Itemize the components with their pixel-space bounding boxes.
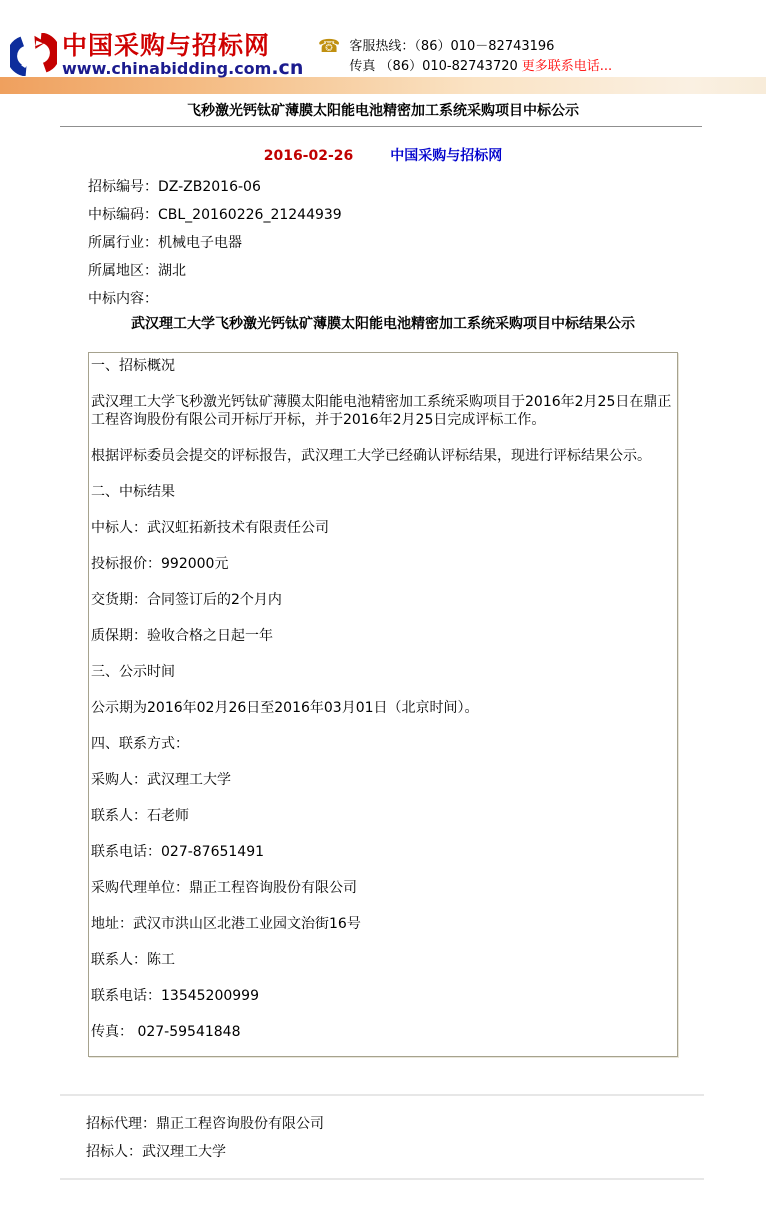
site-url-cn: .cn bbox=[271, 57, 304, 79]
box-paragraph: 四、联系方式： bbox=[91, 736, 189, 752]
box-paragraph: 采购代理单位：鼎正工程咨询股份有限公司 bbox=[91, 880, 357, 896]
source-link[interactable]: 中国采购与招标网 bbox=[390, 148, 503, 164]
meta-row-award-code bbox=[88, 201, 766, 229]
meta-label: 所属行业： bbox=[88, 235, 158, 251]
box-paragraph: 一、招标概况 bbox=[91, 358, 175, 374]
meta-label: 中标编码： bbox=[88, 207, 158, 223]
footer-row-agent bbox=[86, 1110, 766, 1138]
meta-row-content bbox=[88, 285, 766, 313]
box-paragraph: 公示期为2016年02月26日至2016年03月01日（北京时间）。 bbox=[91, 700, 479, 716]
box-paragraph: 联系电话：13545200999 bbox=[91, 988, 259, 1004]
box-paragraph: 二、中标结果 bbox=[91, 484, 175, 500]
box-paragraph: 根据评标委员会提交的评标报告，武汉理工大学已经确认评标结果，现进行评标结果公示。 bbox=[91, 448, 651, 464]
meta-value: DZ-ZB2016-06 bbox=[158, 179, 261, 195]
footer-divider-bottom bbox=[60, 1178, 704, 1180]
fax-line bbox=[349, 57, 612, 77]
meta-fields bbox=[88, 173, 766, 313]
result-title: 武汉理工大学飞秒激光钙钛矿薄膜太阳能电池精密加工系统采购项目中标结果公示 bbox=[131, 316, 635, 332]
box-paragraph: 联系人：石老师 bbox=[91, 808, 189, 824]
box-paragraph: 采购人：武汉理工大学 bbox=[91, 772, 231, 788]
logo-text bbox=[62, 33, 303, 78]
meta-label: 所属地区： bbox=[88, 263, 158, 279]
site-logo[interactable] bbox=[10, 33, 310, 78]
contact-block bbox=[318, 37, 612, 77]
meta-value: CBL_20160226_21244939 bbox=[158, 207, 342, 223]
site-name: 中国采购与招标网 bbox=[62, 31, 271, 60]
meta-value: 湖北 bbox=[158, 263, 186, 279]
hotline-text: 客服热线：（86）010－82743196 bbox=[349, 39, 555, 54]
footer-label: 招标人： bbox=[86, 1144, 142, 1160]
box-paragraph: 联系电话：027-87651491 bbox=[91, 844, 265, 860]
meta-row-industry bbox=[88, 229, 766, 257]
box-paragraph: 三、公示时间 bbox=[91, 664, 175, 680]
footer-divider-top bbox=[60, 1094, 704, 1096]
site-url: www.chinabidding.com.cn bbox=[62, 57, 304, 79]
meta-row-region bbox=[88, 257, 766, 285]
box-paragraph: 联系人：陈工 bbox=[91, 952, 175, 968]
publish-date: 2016-02-26 bbox=[263, 148, 354, 164]
box-paragraph: 投标报价：992000元 bbox=[91, 556, 229, 572]
box-paragraph: 交货期：合同签订后的2个月内 bbox=[91, 592, 282, 608]
box-paragraph: 中标人：武汉虹拓新技术有限责任公司 bbox=[91, 520, 329, 536]
meta-row-tender-no bbox=[88, 173, 766, 201]
footer-label: 招标代理： bbox=[86, 1116, 156, 1132]
meta-label: 招标编号： bbox=[88, 179, 158, 195]
footer-fields bbox=[86, 1110, 766, 1166]
page-title: 飞秒激光钙钛矿薄膜太阳能电池精密加工系统采购项目中标公示 bbox=[187, 103, 579, 119]
announcement-box bbox=[88, 352, 678, 1057]
site-header bbox=[0, 0, 766, 77]
box-paragraph: 质保期：验收合格之日起一年 bbox=[91, 628, 273, 644]
fax-text: 传真 （86）010-82743720 bbox=[349, 59, 518, 74]
footer-row-tenderee bbox=[86, 1138, 766, 1166]
phone-icon: ☎ bbox=[318, 36, 341, 57]
meta-label: 中标内容： bbox=[88, 291, 158, 307]
box-paragraph: 传真： 027-59541848 bbox=[91, 1024, 241, 1040]
box-paragraph: 武汉理工大学飞秒激光钙钛矿薄膜太阳能电池精密加工系统采购项目于2016年2月25日在鼎正工程咨询股份有限公司开标厅开标，并于2016年2月25日完成评标工作。 bbox=[91, 394, 672, 428]
box-paragraph: 地址：武汉市洪山区北港工业园文治街16号 bbox=[91, 916, 361, 932]
contact-lines bbox=[349, 37, 612, 77]
logo-icon bbox=[10, 33, 57, 76]
header-gradient-bar bbox=[0, 77, 766, 94]
date-row bbox=[0, 147, 766, 165]
footer-value: 鼎正工程咨询股份有限公司 bbox=[156, 1116, 324, 1132]
title-divider bbox=[60, 126, 702, 127]
more-phones-link[interactable]: 更多联系电话... bbox=[521, 59, 613, 74]
meta-value: 机械电子电器 bbox=[158, 235, 242, 251]
footer-value: 武汉理工大学 bbox=[142, 1144, 226, 1160]
